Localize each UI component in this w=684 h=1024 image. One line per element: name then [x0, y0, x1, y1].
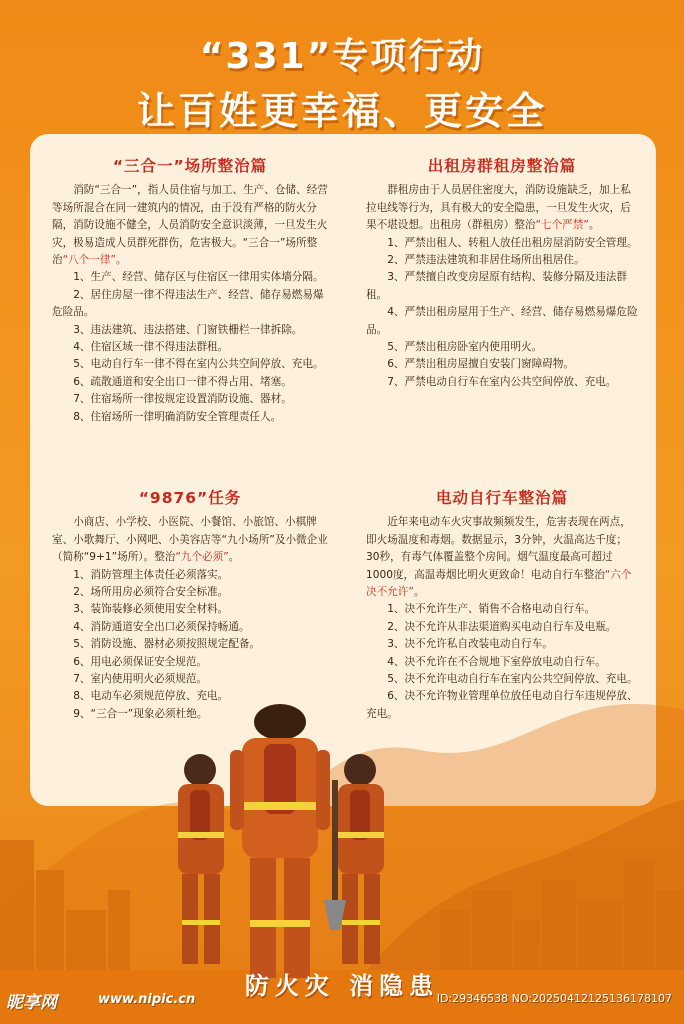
section-intro: 群租房由于人员居住密度大，消防设施缺乏，加上私拉电线等行为，具有极大的安全隐患，一旦发生火灾，后果不堪设想。出租房（群租房）整治“七个严禁”。 [366, 184, 631, 232]
list-item: 3、决不允许私自改装电动自行车。 [387, 638, 553, 651]
list-item: 1、严禁出租人、转租人放任出租房屋消防安全管理。 [387, 236, 638, 249]
section-title: 出租房群租房整治篇 [427, 157, 577, 175]
list-item: 4、消防通道安全出口必须保持畅通。 [73, 620, 250, 633]
list-item: 2、决不允许从非法渠道购买电动自行车及电瓶。 [387, 620, 617, 633]
watermark-logo: 昵享网 [6, 993, 57, 1013]
section-intro: 近年来电动车火灾事故频频发生，危害表现在两点，即火场温度和毒烟。数据显示，3分钟，火温高达千度；30秒，有毒气体覆盖整个房间。烟气温度最高可超过1000度，高温毒烟比明火更致命！电动自行车整治“六个决不允许”。 [366, 516, 632, 599]
list-item: 2、场所用房必须符合安全标准。 [73, 586, 229, 599]
list-item: 7、室内使用明火必须规范。 [73, 673, 208, 686]
highlight-text: “七个严禁” [535, 219, 589, 232]
list-item: 6、疏散通道和安全出口一律不得占用、堵塞。 [73, 375, 292, 388]
section-intro: 消防“三合一”，指人员住宿与加工、生产、仓储、经营等场所混合在同一建筑内的情况，由于没有严格的防火分隔，消防设施不健全，人员消防安全意识淡薄，一旦发生火灾，极易造成人员群死群伤，危害极大。“三合一”场所整治“八个一律”。 [52, 184, 328, 267]
list-item: 7、严禁电动自行车在室内公共空间停放、充电。 [387, 375, 617, 388]
section-title: “三合一”场所整治篇 [112, 157, 268, 175]
list-item: 3、严禁擅自改变房屋原有结构、装修分隔及违法群租。 [366, 271, 627, 301]
list-item: 8、住宿场所一律明确消防安全管理责任人。 [73, 410, 282, 423]
list-item: 5、决不允许电动自行车在室内公共空间停放、充电。 [387, 673, 638, 686]
bottom-slogan: 防火灾 消隐患 [244, 972, 440, 1000]
list-item: 7、住宿场所一律按规定设置消防设施、器材。 [73, 393, 292, 406]
list-item: 1、生产、经营、储存区与住宿区一律用实体墙分隔。 [73, 271, 324, 284]
list-item: 4、决不允许在不合规地下室停放电动自行车。 [387, 655, 606, 668]
list-item: 8、电动车必须规范停放、充电。 [73, 690, 229, 703]
section-sanheyi [52, 158, 328, 426]
highlight-text: “八个一律” [62, 254, 116, 267]
watermark-id: ID:29346538 NO:20250412125136178107 [436, 992, 672, 1005]
list-item: 6、决不允许物业管理单位放任电动自行车违规停放、充电。 [366, 690, 638, 720]
section-ebike [366, 490, 638, 723]
list-item: 5、严禁出租房卧室内使用明火。 [387, 341, 543, 354]
list-item: 3、违法建筑、违法搭建、门窗铁栅栏一律拆除。 [73, 323, 303, 336]
list-item: 2、严禁违法建筑和非居住场所出租居住。 [387, 254, 585, 267]
section-rental-housing [366, 158, 638, 391]
highlight-text: “九个必须” [175, 551, 229, 564]
poster-title-line1: “331”专项行动 [199, 36, 485, 77]
list-item: 1、决不允许生产、销售不合格电动自行车。 [387, 603, 596, 616]
section-title: “9876”任务 [138, 489, 242, 507]
list-item: 1、消防管理主体责任必须落实。 [73, 568, 229, 581]
list-item: 4、严禁出租房屋用于生产、经营、储存易燃易爆危险品。 [366, 306, 638, 336]
watermark-url: www.nipic.cn [98, 992, 196, 1007]
list-item: 5、消防设施、器材必须按照规定配备。 [73, 638, 261, 651]
list-item: 3、装饰装修必须使用安全材料。 [73, 603, 229, 616]
watermark-bar [0, 986, 684, 1024]
section-intro: 小商店、小学校、小医院、小餐馆、小旅馆、小棋牌室、小歌舞厅、小网吧、小美容店等“九小场所”及小微企业（简称“9+1”场所）。整治“九个必须”。 [52, 516, 328, 564]
list-item: 4、住宿区域一律不得违法群租。 [73, 341, 229, 354]
list-item: 2、居住房屋一律不得违法生产、经营、储存易燃易爆危险品。 [52, 288, 324, 319]
section-title: 电动自行车整治篇 [435, 489, 568, 507]
list-item: 6、严禁出租房屋擅自安装门窗障碍物。 [387, 358, 575, 371]
list-item: 5、电动自行车一律不得在室内公共空间停放、充电。 [73, 358, 324, 371]
firefighters-illustration [150, 690, 410, 980]
list-item: 9、“三合一”现象必须杜绝。 [73, 707, 208, 720]
highlight-text: “六个决不允许” [366, 568, 632, 599]
poster-title-line2: 让百姓更幸福、更安全 [136, 89, 547, 133]
section-9876-task [52, 490, 328, 723]
list-item: 6、用电必须保证安全规范。 [73, 655, 208, 668]
